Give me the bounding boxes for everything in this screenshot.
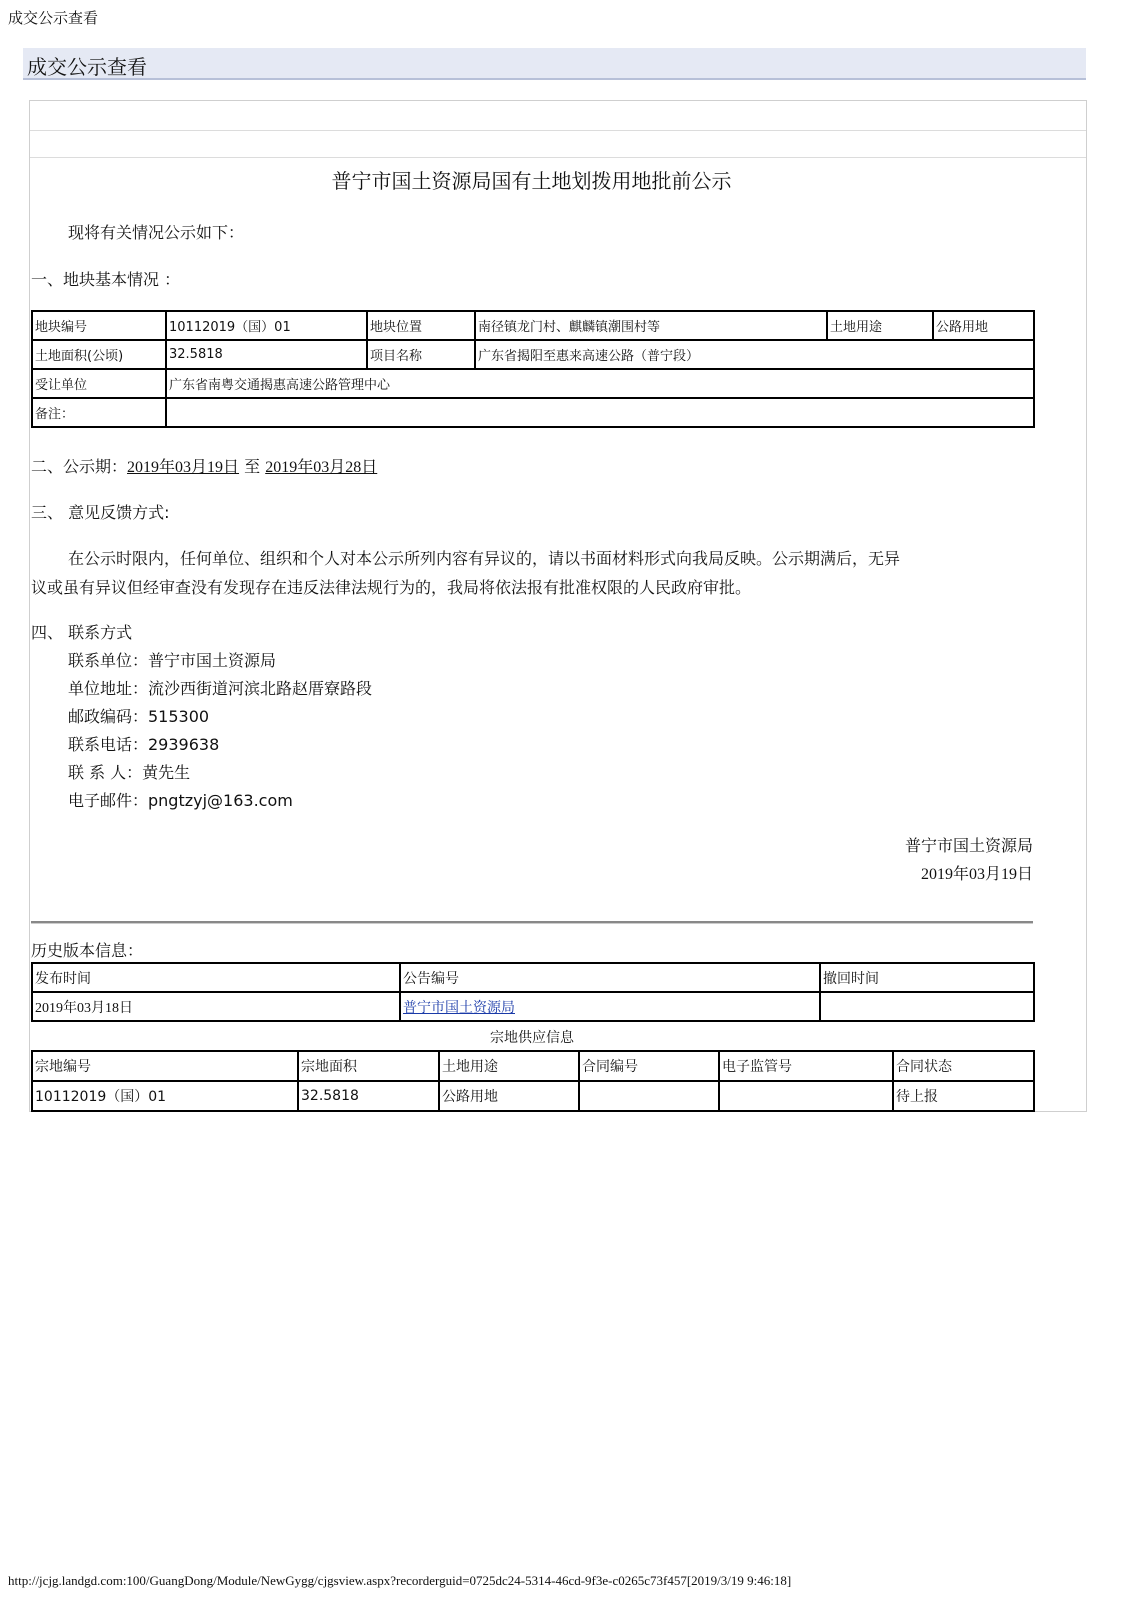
table-cell: 32.5818 — [166, 340, 367, 369]
contact-unit: 联系单位：普宁市国土资源局 — [68, 651, 277, 670]
table-cell — [579, 1081, 719, 1111]
contact-person: 联 系 人：黄先生 — [68, 763, 191, 782]
feedback-text-line1: 在公示时限内，任何单位、组织和个人对本公示所列内容有异议的，请以书面材料形式向我局反映。公示期满后，无异 — [68, 549, 901, 568]
section-header-bar — [23, 48, 1086, 80]
history-heading: 历史版本信息： — [31, 941, 144, 960]
parcel-info-table — [31, 310, 1035, 428]
table-row — [32, 1081, 1034, 1111]
table-cell: 地块位置 — [367, 311, 475, 340]
table-cell: 南径镇龙门村、麒麟镇潮围村等 — [475, 311, 827, 340]
table-cell — [166, 398, 1034, 427]
table-cell: 广东省揭阳至惠来高速公路（普宁段） — [475, 340, 1034, 369]
supply-caption: 宗地供应信息 — [490, 1030, 574, 1046]
table-cell: 备注： — [32, 398, 166, 427]
table-row — [32, 311, 1034, 340]
table-cell: 2019年03月18日 — [32, 992, 400, 1021]
column-header: 宗地编号 — [32, 1051, 298, 1081]
table-header-row — [32, 963, 1034, 992]
column-header: 电子监管号 — [719, 1051, 893, 1081]
table-row — [32, 340, 1034, 369]
column-header: 撤回时间 — [820, 963, 1034, 992]
contact-email: 电子邮件：pngtzyj@163.com — [68, 791, 293, 810]
table-row — [32, 369, 1034, 398]
contact-address: 单位地址：流沙西街道河滨北路赵厝寮路段 — [68, 679, 373, 698]
table-cell: 土地面积(公顷) — [32, 340, 166, 369]
table-cell: 32.5818 — [298, 1081, 439, 1111]
period-start-date: 2019年03月19日 — [127, 459, 240, 476]
column-header: 发布时间 — [32, 963, 400, 992]
frame-divider — [30, 130, 1086, 131]
table-cell: 公路用地 — [933, 311, 1034, 340]
signature-org: 普宁市国土资源局 — [904, 836, 1033, 855]
feedback-text-line2: 议或虽有异议但经审查没有发现存在违反法律法规行为的，我局将依法报有批准权限的人民政府审批。 — [31, 578, 752, 597]
table-cell — [719, 1081, 893, 1111]
column-header: 土地用途 — [439, 1051, 579, 1081]
table-cell: 公路用地 — [439, 1081, 579, 1111]
column-header: 合同状态 — [893, 1051, 1034, 1081]
intro-text: 现将有关情况公示如下： — [68, 223, 245, 242]
table-row — [32, 992, 1034, 1021]
publicity-period — [31, 454, 377, 477]
contact-phone: 联系电话：2939638 — [68, 735, 220, 754]
table-header-row — [32, 1051, 1034, 1081]
table-cell — [820, 992, 1034, 1021]
section-title: 成交公示查看 — [27, 57, 147, 79]
footer-url: http://jcjg.landgd.com:100/GuangDong/Module/NewGygg/cjgsview.aspx?recorderguid=0725dc24-5314-46cd-9f3e-c0265c73f457[2019/3/19 9:46:18] — [8, 1573, 792, 1588]
frame-divider — [30, 157, 1086, 158]
period-separator: 至 — [239, 457, 266, 476]
table-cell: 10112019（国）01 — [166, 311, 367, 340]
table-cell: 地块编号 — [32, 311, 166, 340]
announcement-link[interactable]: 普宁市国土资源局 — [403, 999, 515, 1016]
content-frame — [29, 100, 1087, 1112]
contact-postcode: 邮政编码：515300 — [68, 707, 210, 726]
column-header: 合同编号 — [579, 1051, 719, 1081]
supply-table — [31, 1050, 1035, 1112]
section3-heading: 三、 意见反馈方式: — [31, 503, 170, 522]
signature-date: 2019年03月19日 — [920, 866, 1033, 883]
history-table — [31, 962, 1035, 1022]
table-cell: 受让单位 — [32, 369, 166, 398]
horizontal-divider — [31, 921, 1033, 924]
table-cell: 10112019（国）01 — [32, 1081, 298, 1111]
browser-page-title: 成交公示查看 — [8, 11, 99, 27]
table-cell — [400, 992, 820, 1021]
section1-heading: 一、地块基本情况 ： — [31, 270, 181, 289]
table-cell: 项目名称 — [367, 340, 475, 369]
document-title: 普宁市国土资源局国有土地划拨用地批前公示 — [331, 171, 732, 193]
table-cell: 土地用途 — [827, 311, 933, 340]
table-cell: 待上报 — [893, 1081, 1034, 1111]
period-label: 二、公示期： — [31, 457, 128, 476]
column-header: 宗地面积 — [298, 1051, 439, 1081]
table-cell: 广东省南粤交通揭惠高速公路管理中心 — [166, 369, 1034, 398]
period-end-date: 2019年03月28日 — [265, 459, 378, 476]
column-header: 公告编号 — [400, 963, 820, 992]
table-row — [32, 398, 1034, 427]
section4-heading: 四、 联系方式 — [31, 623, 133, 642]
